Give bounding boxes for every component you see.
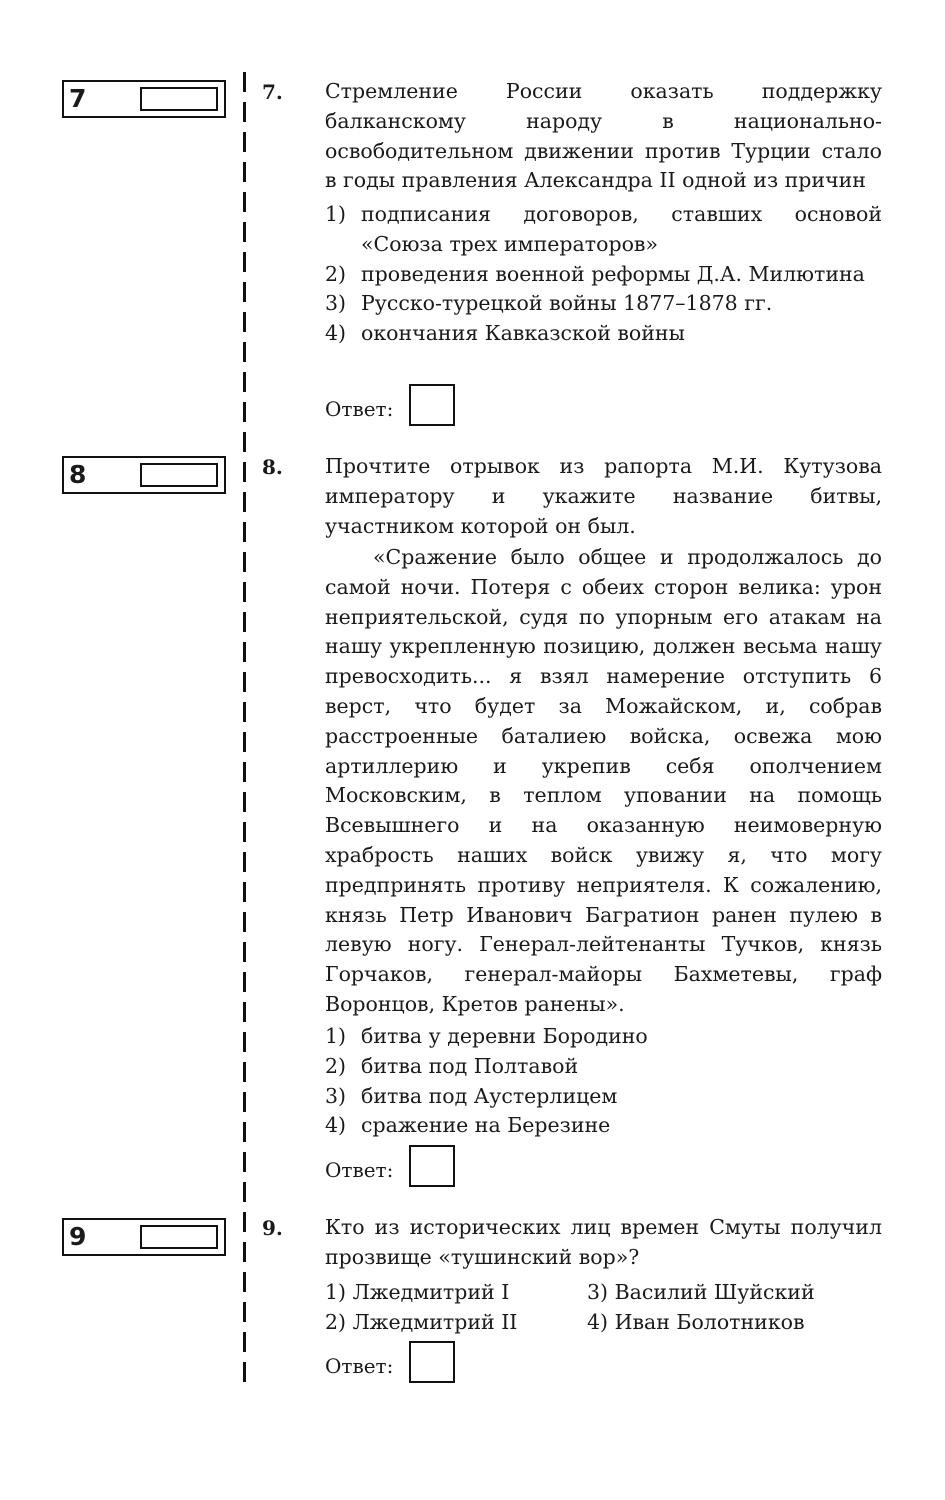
- cut-line-dash: [243, 642, 246, 662]
- cut-line-dash: [243, 1242, 246, 1262]
- cut-line-dash: [243, 912, 246, 932]
- cut-line-dash: [243, 1272, 246, 1292]
- cut-line-dash: [243, 672, 246, 692]
- cut-line-dash: [243, 822, 246, 842]
- question-number-7: 7.: [262, 80, 283, 104]
- cut-line-dash: [243, 882, 246, 902]
- cut-line-dash: [243, 762, 246, 782]
- answer-sheet-field-8[interactable]: [140, 463, 218, 487]
- cut-line-dash: [243, 312, 246, 332]
- cut-line-dash: [243, 1002, 246, 1022]
- option-8-4: 4) сражение на Березине: [325, 1113, 611, 1138]
- cut-line-dash: [243, 252, 246, 272]
- cut-line-dash: [243, 72, 246, 92]
- cut-line-dash: [243, 1092, 246, 1112]
- option-9-1: 1) Лжедмитрий I: [325, 1280, 510, 1304]
- cut-line-dash: [243, 372, 246, 392]
- option-9-2: 2) Лжедмитрий II: [325, 1310, 518, 1334]
- answer-label: Ответ:: [325, 1354, 394, 1378]
- cut-line-dash: [243, 1152, 246, 1172]
- cut-line-dash: [243, 852, 246, 872]
- cut-line-dash: [243, 432, 246, 452]
- answer-sheet-field-9[interactable]: [140, 1225, 218, 1249]
- cut-line-dash: [243, 102, 246, 122]
- cut-line-dash: [243, 282, 246, 302]
- box-number: 8: [69, 460, 87, 489]
- option-9-4: 4) Иван Болотников: [587, 1310, 805, 1334]
- cut-line-dash: [243, 522, 246, 542]
- cut-line-dash: [243, 552, 246, 572]
- answer-sheet-box-9: [62, 1218, 226, 1256]
- question-number-8: 8.: [262, 455, 283, 479]
- option-7-1: 1) подписания договоров, ставших основой «Союза трех императоров»: [325, 202, 882, 256]
- answer-input-9[interactable]: [409, 1341, 455, 1383]
- option-8-3: 3) битва под Аустерлицем: [325, 1083, 618, 1108]
- cut-line-dash: [243, 1332, 246, 1352]
- option-8-1: 1) битва у деревни Бородино: [325, 1024, 648, 1048]
- document-quote-8: «Сражение было общее и продолжалось до самой ночи. Потеря с обеих сторон велика: урон неприятельской, судя по упорным его атакам на нашу укрепленную позицию, должен весьма нашу превосходить... я взял намерение отступить 6 верст, что будет за Можайском, и, собрав расстроенные баталиею войска, освежа мою артиллерию и укрепив себя ополчением Московским, в теплом уповании на помощь Всевышнего и на оказанную неимоверную храбрость наших войск увижу я, что могу предпринять противу неприятеля. К сожалению, князь Петр Иванович Багратион ранен пулею в левую ногу. Генерал-лейтенанты Тучков, князь Горчаков, генерал-майоры Бахметевы, граф Воронцов, Кретов ранены».: [325, 545, 882, 1016]
- answer-sheet-box-7: [62, 80, 226, 118]
- question-text-9: Кто из исторических лиц времен Смуты получил прозвище «тушинский вор»?: [325, 1215, 882, 1269]
- options-list-7: [325, 200, 882, 349]
- option-7-2: 2) проведения военной реформы Д.А. Милютина: [325, 261, 865, 286]
- answer-sheet-box-8: [62, 456, 226, 494]
- cut-line-dash: [243, 612, 246, 632]
- options-list-8: [325, 1022, 882, 1141]
- cut-line-dash: [243, 402, 246, 422]
- answer-input-7[interactable]: [409, 384, 455, 426]
- option-7-3: 3) Русско-турецкой войны 1877–1878 гг.: [325, 291, 773, 316]
- cut-line-dash: [243, 1062, 246, 1082]
- cut-line-dash: [243, 972, 246, 992]
- option-8-2: 2) битва под Полтавой: [325, 1053, 579, 1078]
- cut-line-dash: [243, 942, 246, 962]
- cut-line-dash: [243, 1122, 246, 1142]
- options-grid-9: [325, 1278, 882, 1338]
- cut-line-dash: [243, 792, 246, 812]
- cut-line-dash: [243, 1302, 246, 1322]
- cut-line-dash: [243, 732, 246, 752]
- question-text-8: Прочтите отрывок из рапорта М.И. Кутузова императору и укажите название битвы, участником которой он был.: [325, 454, 882, 538]
- box-number: 9: [69, 1222, 87, 1251]
- answer-sheet-field-7[interactable]: [140, 87, 218, 111]
- box-number: 7: [69, 84, 87, 113]
- cut-line-dash: [243, 492, 246, 512]
- cut-line-dash: [243, 132, 246, 152]
- cut-line-dash: [243, 462, 246, 482]
- cut-line-dash: [243, 342, 246, 362]
- cut-line-dash: [243, 1362, 246, 1382]
- answer-label: Ответ:: [325, 1158, 394, 1182]
- option-7-4: 4) окончания Кавказской войны: [325, 321, 685, 346]
- cut-line-dash: [243, 192, 246, 212]
- question-number-9: 9.: [262, 1216, 283, 1240]
- cut-line-dash: [243, 1182, 246, 1202]
- cut-line-dash: [243, 702, 246, 722]
- cut-line-dash: [243, 222, 246, 242]
- cut-line-dash: [243, 582, 246, 602]
- answer-input-8[interactable]: [409, 1145, 455, 1187]
- question-text-7: Стремление России оказать поддержку балканскому народу в национально-освободительном движении против Турции стало в годы правления Александра II одной из причин: [325, 79, 882, 193]
- option-9-3: 3) Василий Шуйский: [587, 1280, 815, 1304]
- cut-line-dash: [243, 162, 246, 182]
- answer-label: Ответ:: [325, 397, 394, 421]
- cut-line-dash: [243, 1032, 246, 1052]
- cut-line-dash: [243, 1212, 246, 1232]
